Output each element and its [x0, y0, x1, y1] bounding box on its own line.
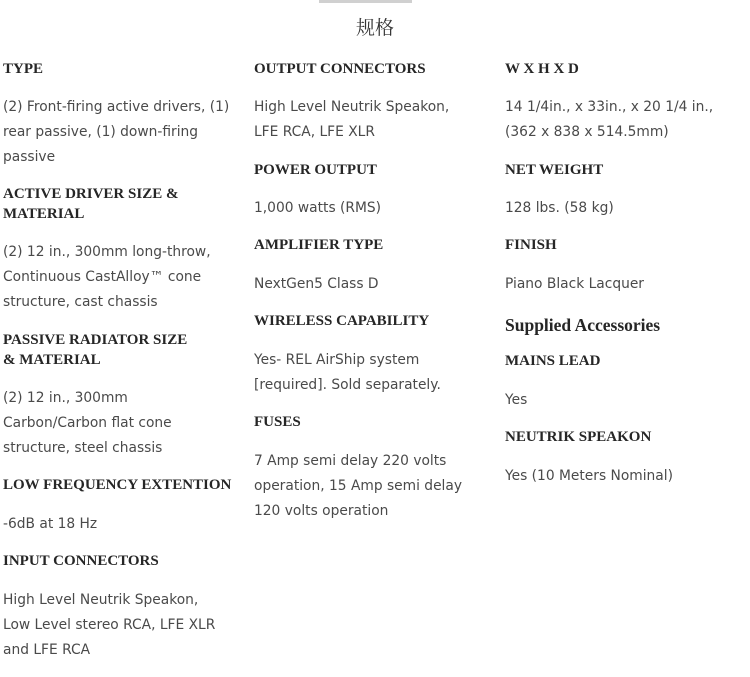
spec-value-mains-lead: Yes [505, 392, 528, 408]
spec-label-mains-lead: MAINS LEAD [505, 353, 601, 369]
spec-label-input-connectors: INPUT CONNECTORS [3, 553, 159, 569]
spec-value-power-output: 1,000 watts (RMS) [254, 200, 382, 216]
spec-label-net-weight: NET WEIGHT [505, 162, 604, 178]
spec-label-type: TYPE [3, 61, 44, 77]
spec-value-amplifier-type: NextGen5 Class D [254, 276, 379, 292]
top-divider [319, 0, 412, 3]
spec-value-finish: Piano Black Lacquer [505, 276, 644, 292]
spec-label-finish: FINISH [505, 237, 557, 253]
spec-value-net-weight: 128 lbs. (58 kg) [505, 200, 614, 216]
spec-label-neutrik-speakon: NEUTRIK SPEAKON [505, 429, 652, 445]
spec-value-dimensions: 14 1/4in., x 33in., x 20 1/4 in., (362 x 838 x 514.5mm) [505, 99, 714, 140]
spec-value-neutrik-speakon: Yes (10 Meters Nominal) [505, 468, 673, 484]
spec-label-fuses: FUSES [254, 414, 301, 430]
spec-value-output-connectors: High Level Neutrik Speakon, LFE RCA, LFE XLR [254, 99, 450, 140]
spec-label-dimensions: W X H X D [505, 61, 579, 77]
spec-label-passive-radiator: PASSIVE RADIATOR SIZE & MATERIAL [3, 332, 188, 368]
spec-label-active-driver: ACTIVE DRIVER SIZE & MATERIAL [3, 186, 179, 222]
spec-value-passive-radiator: (2) 12 in., 300mm Carbon/Carbon flat cone structure, steel chassis [3, 390, 172, 456]
spec-value-type: (2) Front-firing active drivers, (1) rear passive, (1) down-firing passive [3, 99, 230, 165]
spec-label-power-output: POWER OUTPUT [254, 162, 377, 178]
spec-label-amplifier-type: AMPLIFIER TYPE [254, 237, 384, 253]
spec-value-low-frequency: -6dB at 18 Hz [3, 516, 98, 532]
spec-label-low-frequency: LOW FREQUENCY EXTENTION [3, 477, 232, 493]
page-title: 规格 [355, 17, 394, 39]
spec-label-output-connectors: OUTPUT CONNECTORS [254, 61, 426, 77]
spec-value-input-connectors: High Level Neutrik Speakon, Low Level stereo RCA, LFE XLR and LFE RCA [3, 592, 216, 658]
spec-value-wireless: Yes- REL AirShip system [required]. Sold separately. [254, 352, 441, 393]
spec-value-active-driver: (2) 12 in., 300mm long-throw, Continuous CastAlloy™ cone structure, cast chassis [3, 244, 211, 310]
spec-value-fuses: 7 Amp semi delay 220 volts operation, 15 Amp semi delay 120 volts operation [254, 453, 463, 519]
spec-label-wireless: WIRELESS CAPABILITY [254, 313, 430, 329]
accessories-heading: Supplied Accessories [505, 315, 661, 335]
